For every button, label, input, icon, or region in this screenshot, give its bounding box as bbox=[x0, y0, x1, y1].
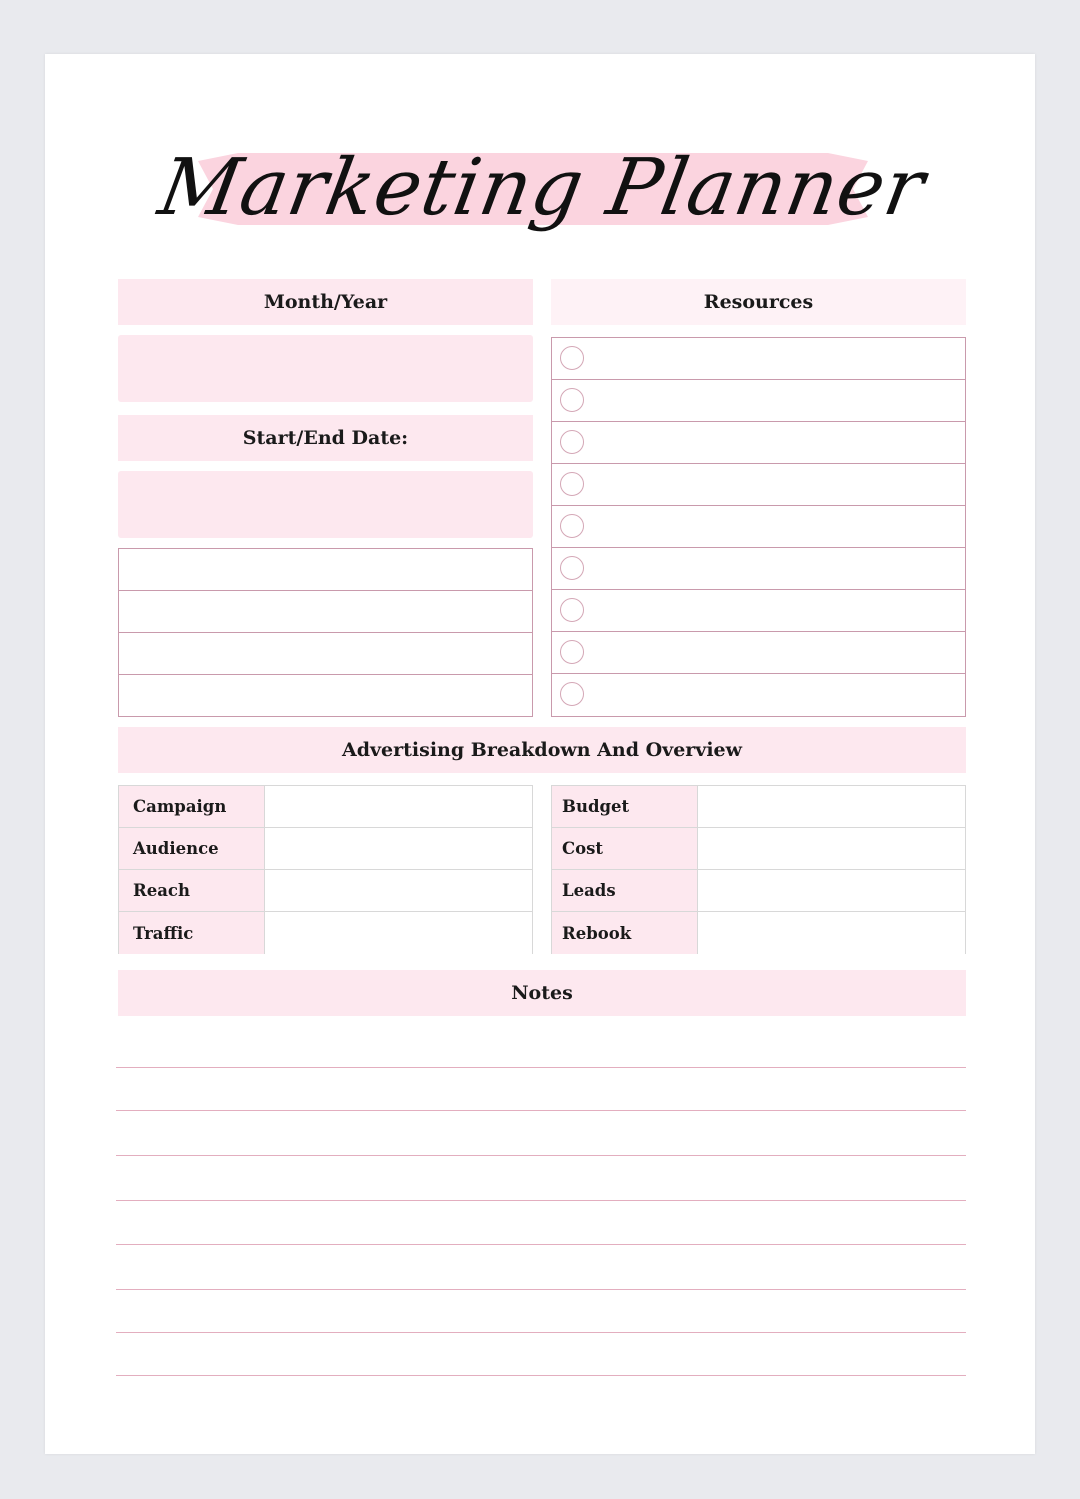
table-row bbox=[552, 828, 965, 870]
month-year-field[interactable] bbox=[118, 335, 533, 402]
checkbox-circle-icon[interactable] bbox=[560, 346, 584, 370]
notes-header: Notes bbox=[118, 970, 966, 1016]
checkbox-circle-icon[interactable] bbox=[560, 682, 584, 706]
advertising-right-table bbox=[551, 785, 966, 954]
table-row bbox=[552, 912, 965, 954]
blank-line[interactable] bbox=[119, 591, 532, 633]
table-row bbox=[552, 786, 965, 828]
advertising-left-table bbox=[118, 785, 533, 954]
note-line[interactable] bbox=[116, 1244, 966, 1245]
checkbox-circle-icon[interactable] bbox=[560, 640, 584, 664]
budget-field[interactable] bbox=[698, 786, 965, 827]
resource-item[interactable] bbox=[552, 338, 965, 380]
traffic-label: Traffic bbox=[119, 912, 265, 954]
cost-label: Cost bbox=[552, 828, 698, 869]
leads-label: Leads bbox=[552, 870, 698, 911]
resource-item[interactable] bbox=[552, 380, 965, 422]
note-line[interactable] bbox=[116, 1155, 966, 1156]
resource-item[interactable] bbox=[552, 632, 965, 674]
resource-item[interactable] bbox=[552, 590, 965, 632]
checkbox-circle-icon[interactable] bbox=[560, 430, 584, 454]
blank-line[interactable] bbox=[119, 633, 532, 675]
campaign-field[interactable] bbox=[265, 786, 532, 827]
table-row bbox=[119, 786, 532, 828]
page-title: Marketing Planner bbox=[152, 143, 932, 233]
advertising-header: Advertising Breakdown And Overview bbox=[118, 727, 966, 773]
budget-label: Budget bbox=[552, 786, 698, 827]
cost-field[interactable] bbox=[698, 828, 965, 869]
note-line[interactable] bbox=[116, 1289, 966, 1290]
reach-field[interactable] bbox=[265, 870, 532, 911]
checkbox-circle-icon[interactable] bbox=[560, 472, 584, 496]
left-lined-box bbox=[118, 548, 533, 717]
resources-checklist bbox=[551, 337, 966, 717]
blank-line[interactable] bbox=[119, 675, 532, 717]
note-line[interactable] bbox=[116, 1067, 966, 1068]
month-year-header: Month/Year bbox=[118, 279, 533, 325]
note-line[interactable] bbox=[116, 1375, 966, 1376]
checkbox-circle-icon[interactable] bbox=[560, 598, 584, 622]
table-row bbox=[552, 870, 965, 912]
table-row bbox=[119, 828, 532, 870]
table-row bbox=[119, 912, 532, 954]
note-line[interactable] bbox=[116, 1200, 966, 1201]
audience-label: Audience bbox=[119, 828, 265, 869]
blank-line[interactable] bbox=[119, 549, 532, 591]
reach-label: Reach bbox=[119, 870, 265, 911]
note-line[interactable] bbox=[116, 1332, 966, 1333]
resources-header: Resources bbox=[551, 279, 966, 325]
start-end-date-header: Start/End Date: bbox=[118, 415, 533, 461]
table-row bbox=[119, 870, 532, 912]
resource-item[interactable] bbox=[552, 506, 965, 548]
rebook-label: Rebook bbox=[552, 912, 698, 954]
audience-field[interactable] bbox=[265, 828, 532, 869]
checkbox-circle-icon[interactable] bbox=[560, 514, 584, 538]
note-line[interactable] bbox=[116, 1110, 966, 1111]
rebook-field[interactable] bbox=[698, 912, 965, 954]
resource-item[interactable] bbox=[552, 464, 965, 506]
checkbox-circle-icon[interactable] bbox=[560, 388, 584, 412]
start-end-date-field[interactable] bbox=[118, 471, 533, 538]
resource-item[interactable] bbox=[552, 674, 965, 716]
leads-field[interactable] bbox=[698, 870, 965, 911]
campaign-label: Campaign bbox=[119, 786, 265, 827]
resource-item[interactable] bbox=[552, 548, 965, 590]
checkbox-circle-icon[interactable] bbox=[560, 556, 584, 580]
traffic-field[interactable] bbox=[265, 912, 532, 954]
resource-item[interactable] bbox=[552, 422, 965, 464]
